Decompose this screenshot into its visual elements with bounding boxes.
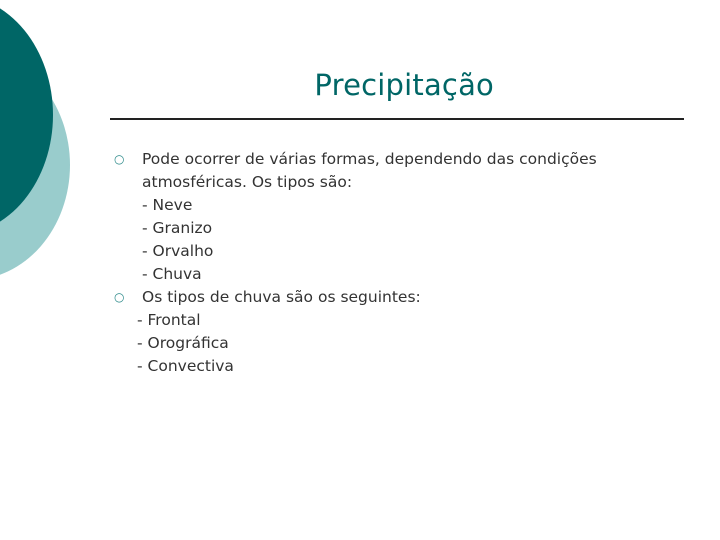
bullet-item xyxy=(112,286,672,309)
bullet-text: Pode ocorrer de várias formas, dependendo das condições xyxy=(142,150,597,168)
sub-list-item: - Convectiva xyxy=(137,357,234,375)
slide-body xyxy=(112,148,672,378)
hollow-circle-icon: ○ xyxy=(114,152,125,166)
bullet-continuation: - Granizo xyxy=(142,219,213,237)
bullet-continuation: - Chuva xyxy=(142,265,202,283)
sub-list xyxy=(112,309,672,378)
sub-list-item: - Frontal xyxy=(137,311,201,329)
bullet-continuation: atmosféricas. Os tipos são: xyxy=(142,173,353,191)
sub-list-item: - Orográfica xyxy=(137,334,229,352)
hollow-circle-icon: ○ xyxy=(114,290,125,304)
bullet-continuation: - Orvalho xyxy=(142,242,214,260)
bullet-text: Os tipos de chuva são os seguintes: xyxy=(142,288,421,306)
slide-title: Precipitação xyxy=(314,68,494,102)
title-underline xyxy=(110,118,684,120)
bullet-continuation: - Neve xyxy=(142,196,193,214)
bullet-item xyxy=(112,148,672,286)
